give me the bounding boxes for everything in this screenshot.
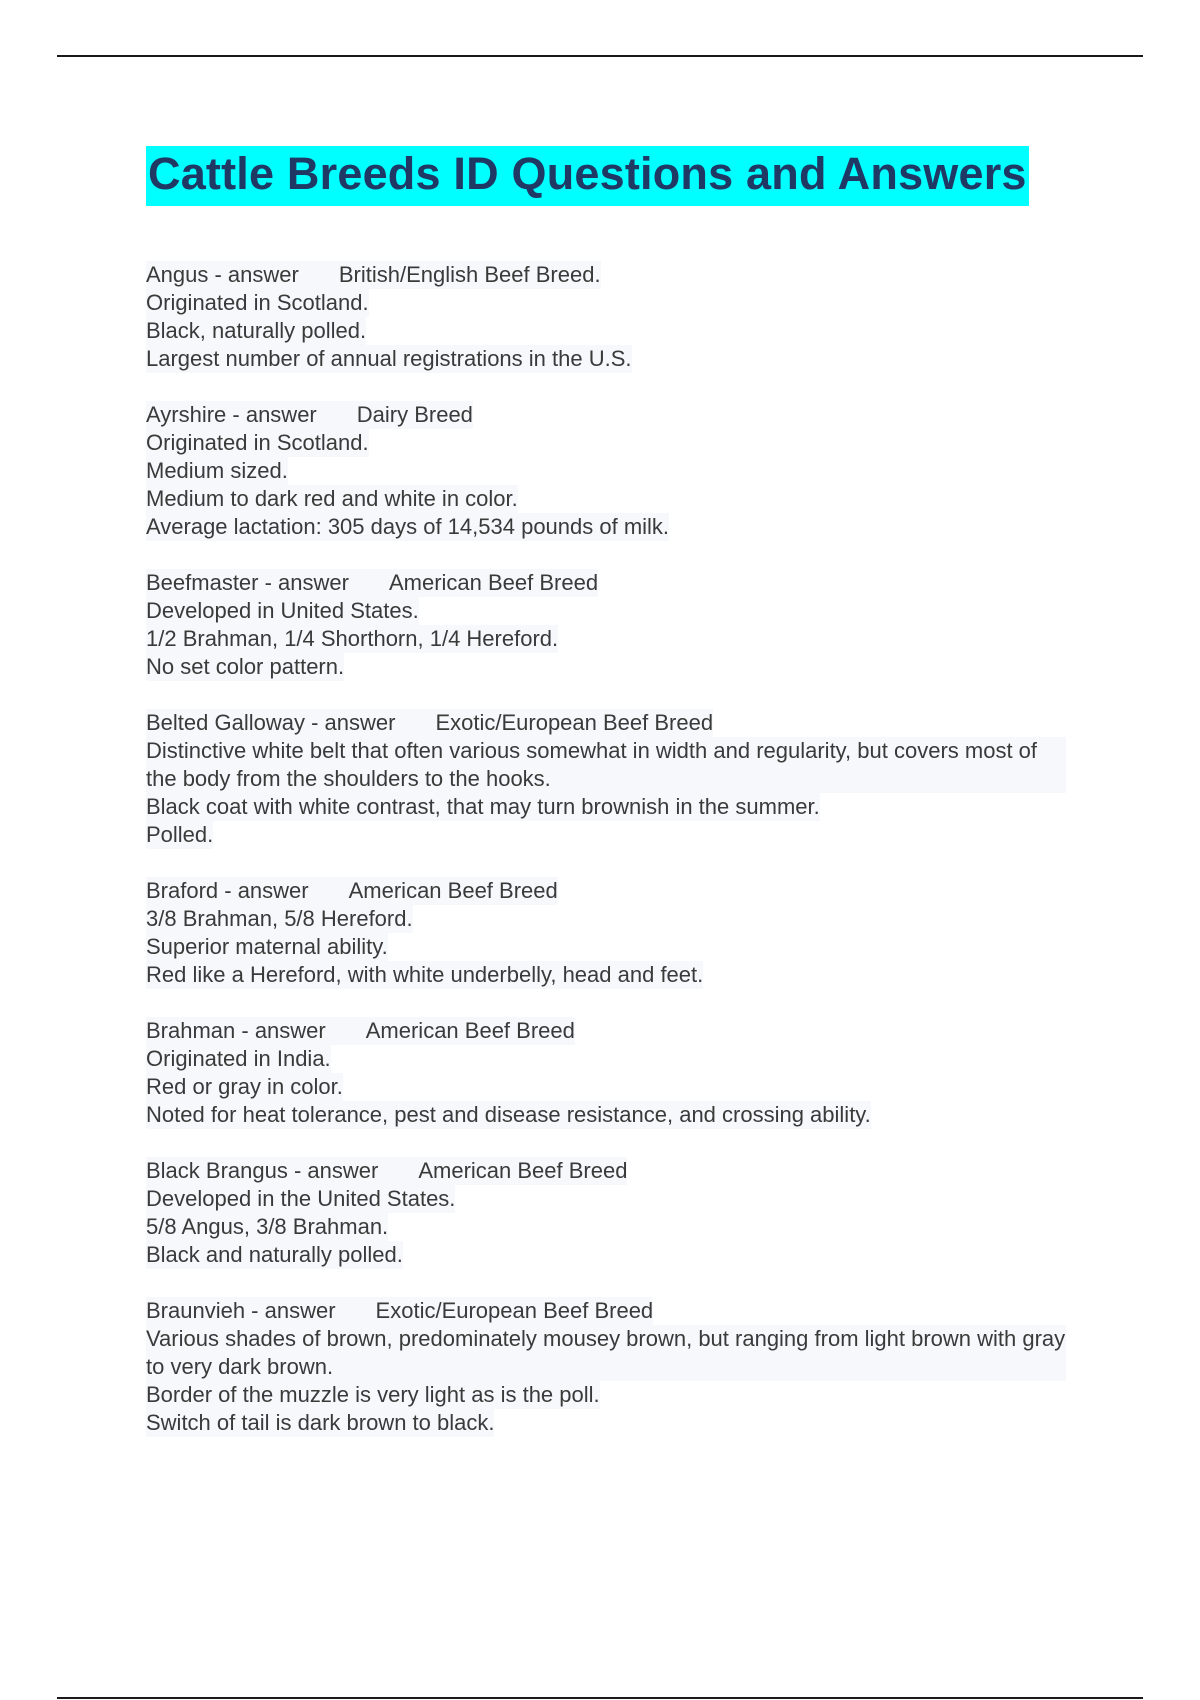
entry-ayrshire bbox=[146, 401, 1086, 541]
entry-heading bbox=[146, 1157, 627, 1185]
entry-detail: Border of the muzzle is very light as is the poll. bbox=[146, 1382, 600, 1407]
entry-detail: 3/8 Brahman, 5/8 Hereford. bbox=[146, 906, 413, 931]
entry-detail: Distinctive white belt that often various somewhat in width and regularity, but covers most of the body from the shoulders to the hooks. bbox=[146, 737, 1066, 793]
entry-detail: Originated in Scotland. bbox=[146, 430, 369, 455]
entry-category: British/English Beef Breed. bbox=[338, 262, 601, 287]
entry-detail: Black, naturally polled. bbox=[146, 318, 367, 343]
entry-category: American Beef Breed bbox=[348, 878, 558, 903]
entry-detail: No set color pattern. bbox=[146, 654, 345, 679]
entry-detail: Average lactation: 305 days of 14,534 pounds of milk. bbox=[146, 514, 670, 539]
entry-angus bbox=[146, 261, 1086, 373]
top-rule bbox=[57, 55, 1143, 57]
entries-list bbox=[146, 261, 1086, 1437]
entry-category: Exotic/European Beef Breed bbox=[435, 710, 714, 735]
entry-term: Brahman - answer bbox=[146, 1018, 326, 1043]
entry-term: Ayrshire - answer bbox=[146, 402, 317, 427]
entry-detail: Switch of tail is dark brown to black. bbox=[146, 1410, 495, 1435]
entry-detail: 1/2 Brahman, 1/4 Shorthorn, 1/4 Hereford. bbox=[146, 626, 559, 651]
entry-brahman bbox=[146, 1017, 1086, 1129]
entry-category: Dairy Breed bbox=[356, 402, 473, 427]
entry-detail: 5/8 Angus, 3/8 Brahman. bbox=[146, 1214, 389, 1239]
entry-category: American Beef Breed bbox=[365, 1018, 575, 1043]
entry-detail: Black coat with white contrast, that may turn brownish in the summer. bbox=[146, 794, 820, 819]
entry-detail: Originated in India. bbox=[146, 1046, 331, 1071]
entry-category: American Beef Breed bbox=[388, 570, 599, 595]
entry-term: Angus - answer bbox=[146, 262, 299, 287]
entry-detail: Developed in the United States. bbox=[146, 1186, 456, 1211]
entry-detail: Black and naturally polled. bbox=[146, 1242, 403, 1267]
entry-detail: Originated in Scotland. bbox=[146, 290, 369, 315]
entry-detail: Medium to dark red and white in color. bbox=[146, 486, 518, 511]
entry-category: Exotic/European Beef Breed bbox=[375, 1298, 654, 1323]
entry-heading bbox=[146, 569, 598, 597]
entry-term: Belted Galloway - answer bbox=[146, 710, 396, 735]
entry-heading bbox=[146, 261, 601, 289]
entry-belted-galloway bbox=[146, 709, 1086, 849]
entry-heading bbox=[146, 401, 473, 429]
entry-term: Braford - answer bbox=[146, 878, 309, 903]
entry-detail: Red like a Hereford, with white underbelly, head and feet. bbox=[146, 962, 704, 987]
entry-term: Beefmaster - answer bbox=[146, 570, 349, 595]
entry-detail: Largest number of annual registrations in the U.S. bbox=[146, 346, 632, 371]
entry-detail: Noted for heat tolerance, pest and disease resistance, and crossing ability. bbox=[146, 1102, 871, 1127]
entry-term: Black Brangus - answer bbox=[146, 1158, 379, 1183]
entry-braunvieh bbox=[146, 1297, 1086, 1437]
entry-heading bbox=[146, 1017, 575, 1045]
entry-detail: Superior maternal ability. bbox=[146, 934, 388, 959]
entry-beefmaster bbox=[146, 569, 1086, 681]
entry-heading bbox=[146, 1297, 653, 1325]
entry-heading bbox=[146, 877, 558, 905]
entry-term: Braunvieh - answer bbox=[146, 1298, 336, 1323]
entry-detail: Polled. bbox=[146, 822, 214, 847]
entry-detail: Medium sized. bbox=[146, 458, 288, 483]
entry-black-brangus bbox=[146, 1157, 1086, 1269]
document-body bbox=[146, 146, 1086, 1465]
document-title: Cattle Breeds ID Questions and Answers bbox=[146, 146, 1029, 206]
bottom-rule bbox=[57, 1697, 1143, 1699]
entry-category: American Beef Breed bbox=[418, 1158, 628, 1183]
entry-heading bbox=[146, 709, 713, 737]
entry-detail: Developed in United States. bbox=[146, 598, 419, 623]
entry-detail: Various shades of brown, predominately mousey brown, but ranging from light brown with gray to very dark brown. bbox=[146, 1326, 1066, 1379]
entry-braford bbox=[146, 877, 1086, 989]
entry-detail: Red or gray in color. bbox=[146, 1074, 343, 1099]
